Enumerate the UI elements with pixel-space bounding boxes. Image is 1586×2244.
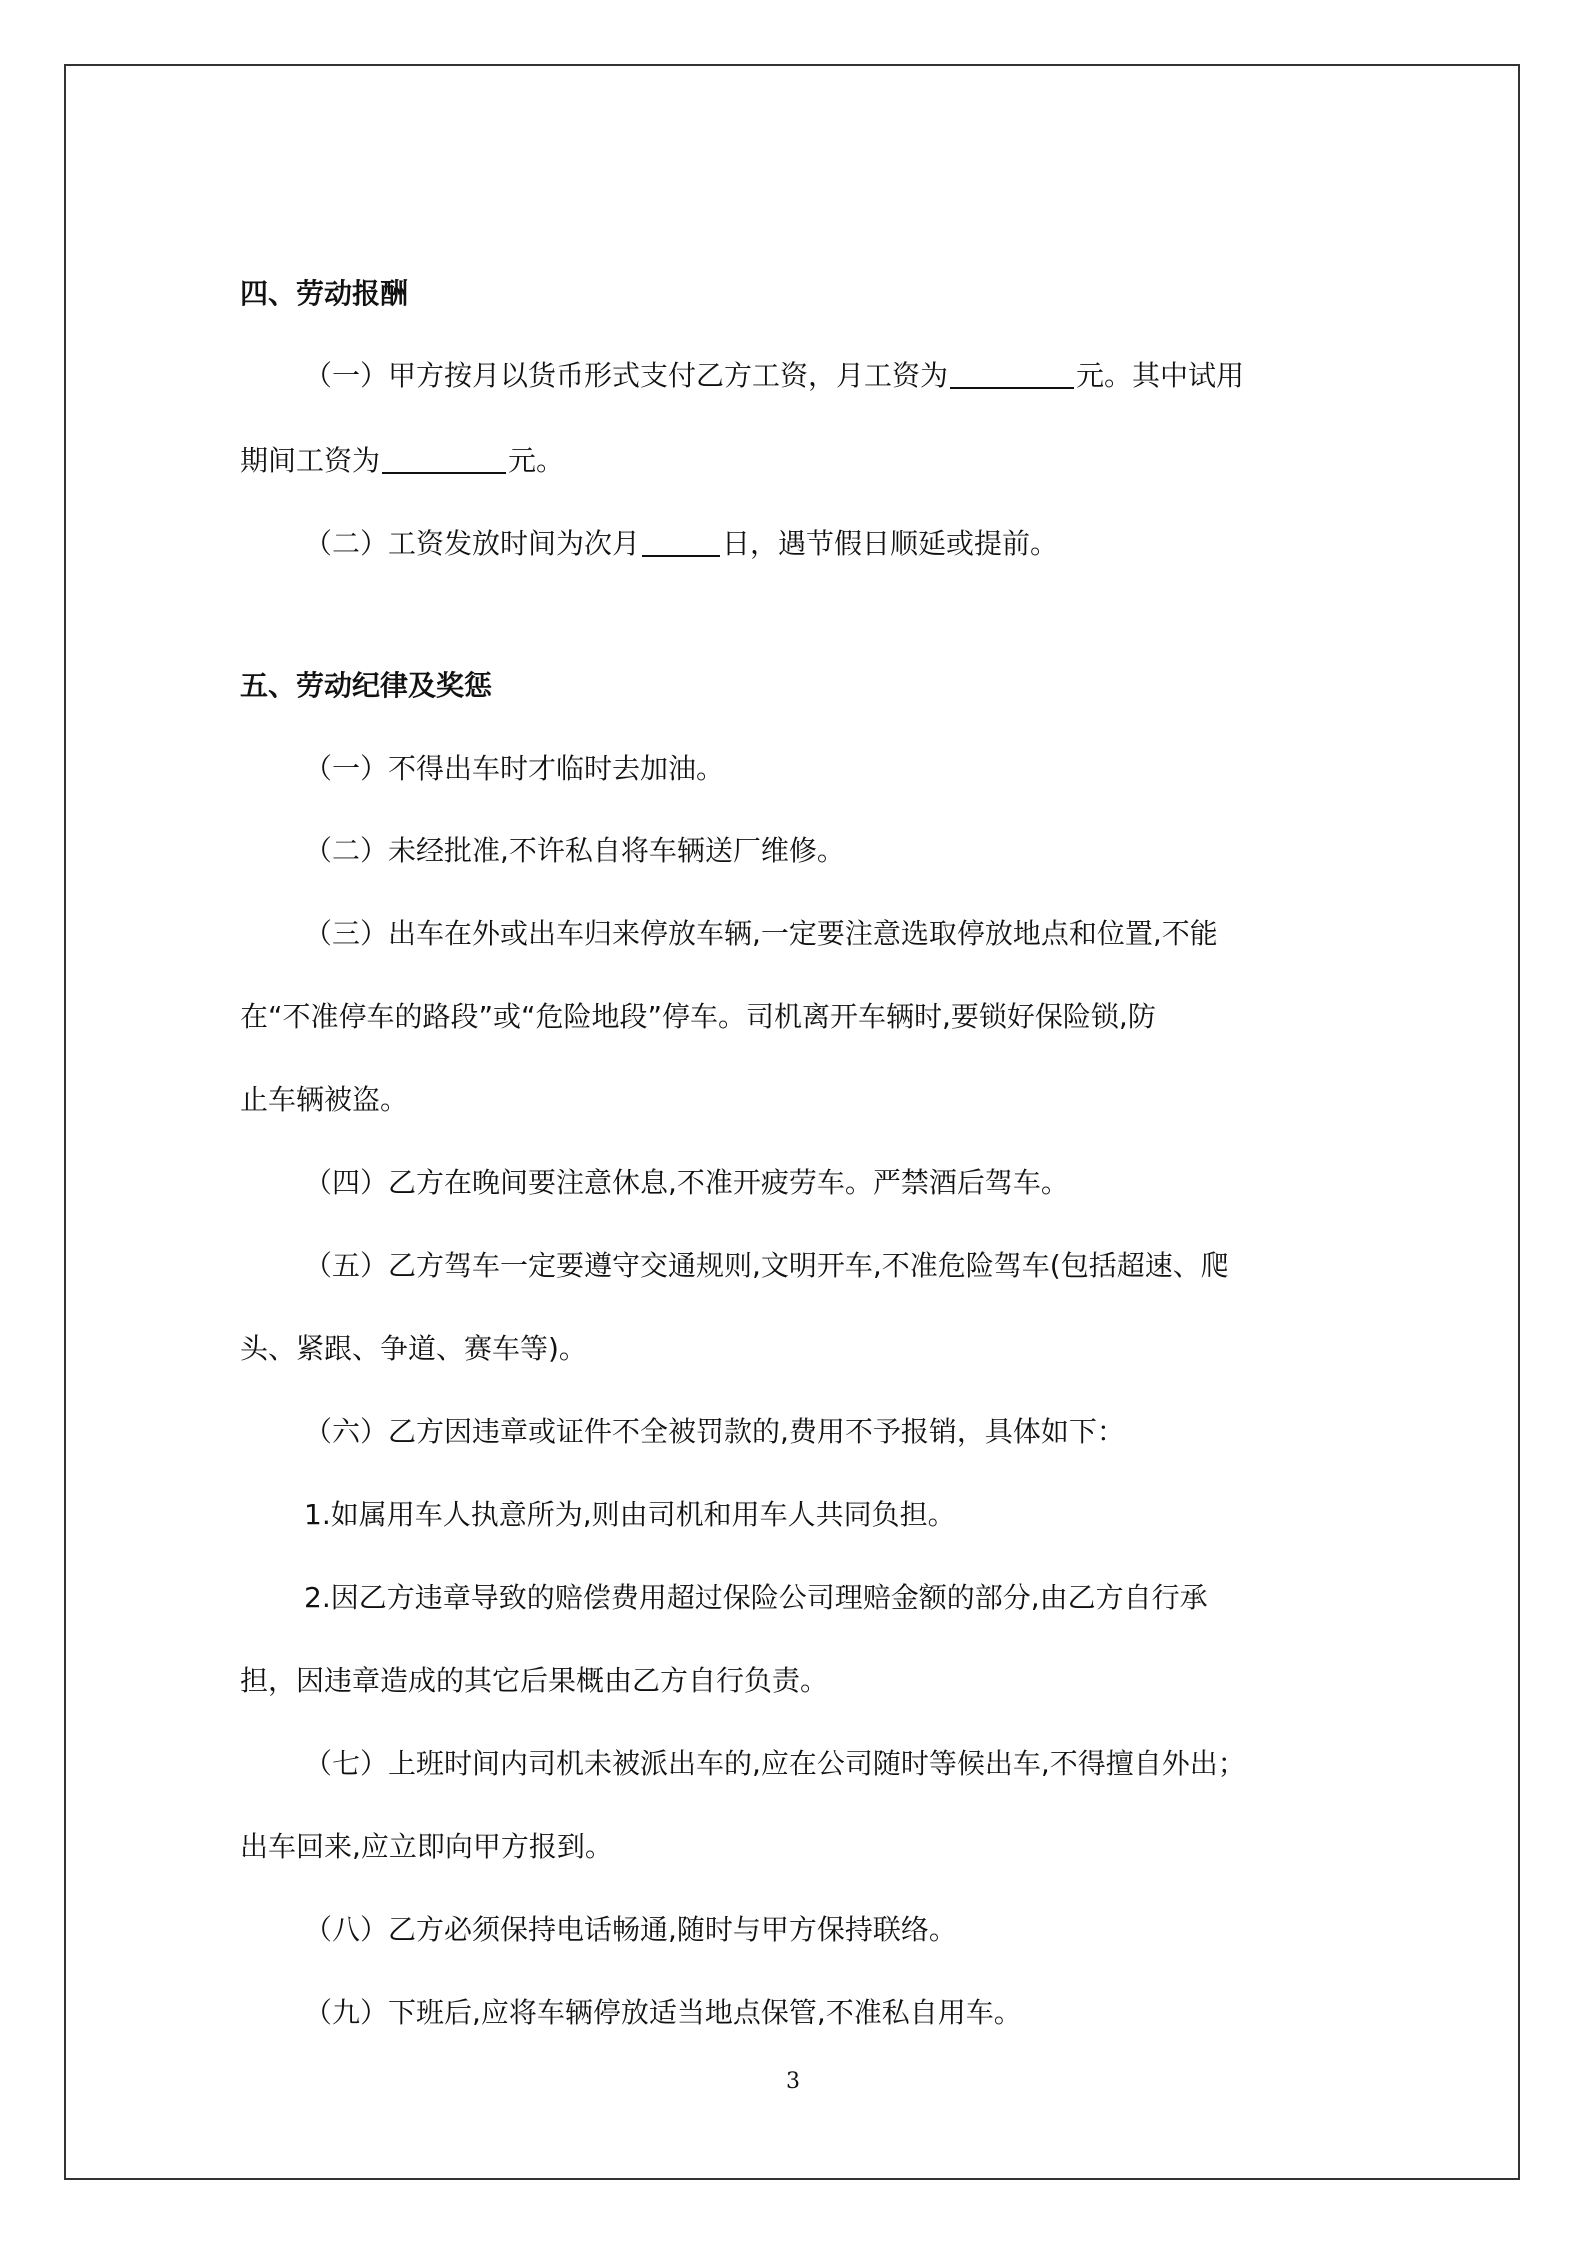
paragraph-4-2: [304, 524, 1058, 564]
section-4-heading: 四、劳动报酬: [240, 277, 409, 310]
section-5-heading: 五、劳动纪律及奖惩: [240, 669, 493, 702]
rule-2: （二）未经批准,不许私自将车辆送厂维修。: [304, 834, 845, 867]
rule-7-line-1: （七）上班时间内司机未被派出车的,应在公司随时等候出车,不得擅自外出；: [304, 1747, 1246, 1780]
rule-9: （九）下班后,应将车辆停放适当地点保管,不准私自用车。: [304, 1996, 1022, 2029]
text: 元。: [508, 444, 565, 477]
text: 日，遇节假日顺延或提前。: [722, 527, 1059, 560]
paragraph-4-1-line-2: [240, 441, 564, 481]
rule-7-line-2: 出车回来,应立即向甲方报到。: [240, 1830, 613, 1863]
rule-3-line-1: （三）出车在外或出车归来停放车辆,一定要注意选取停放地点和位置,不能: [304, 917, 1218, 950]
rule-4: （四）乙方在晚间要注意休息,不准开疲劳车。严禁酒后驾车。: [304, 1166, 1069, 1199]
text: （一）甲方按月以货币形式支付乙方工资，月工资为: [304, 359, 949, 392]
text: （二）工资发放时间为次月: [304, 527, 641, 560]
rule-3-line-2: 在“不准停车的路段”或“危险地段”停车。司机离开车辆时,要锁好保险锁,防: [240, 1000, 1156, 1033]
pay-day-blank[interactable]: [642, 525, 720, 557]
rule-6-item-2-line-1: 2.因乙方违章导致的赔偿费用超过保险公司理赔金额的部分,由乙方自行承: [304, 1581, 1208, 1614]
page-number: 3: [786, 2069, 800, 2094]
rule-1: （一）不得出车时才临时去加油。: [304, 752, 725, 785]
trial-salary-blank[interactable]: [382, 442, 506, 474]
rule-8: （八）乙方必须保持电话畅通,随时与甲方保持联络。: [304, 1913, 957, 1946]
rule-6-item-1: 1.如属用车人执意所为,则由司机和用车人共同负担。: [304, 1498, 956, 1531]
paragraph-4-1-line-1: [304, 356, 1244, 396]
text: 元。其中试用: [1076, 359, 1245, 392]
rule-5-line-1: （五）乙方驾车一定要遵守交通规则,文明开车,不准危险驾车(包括超速、爬: [304, 1249, 1229, 1282]
rule-6-item-2-line-2: 担，因违章造成的其它后果概由乙方自行负责。: [240, 1664, 829, 1697]
rule-5-line-2: 头、紧跟、争道、赛车等)。: [240, 1332, 587, 1365]
monthly-salary-blank[interactable]: [950, 357, 1074, 389]
text: 期间工资为: [240, 444, 381, 477]
rule-6: （六）乙方因违章或证件不全被罚款的,费用不予报销，具体如下：: [304, 1415, 1125, 1448]
rule-3-line-3: 止车辆被盗。: [240, 1083, 409, 1116]
